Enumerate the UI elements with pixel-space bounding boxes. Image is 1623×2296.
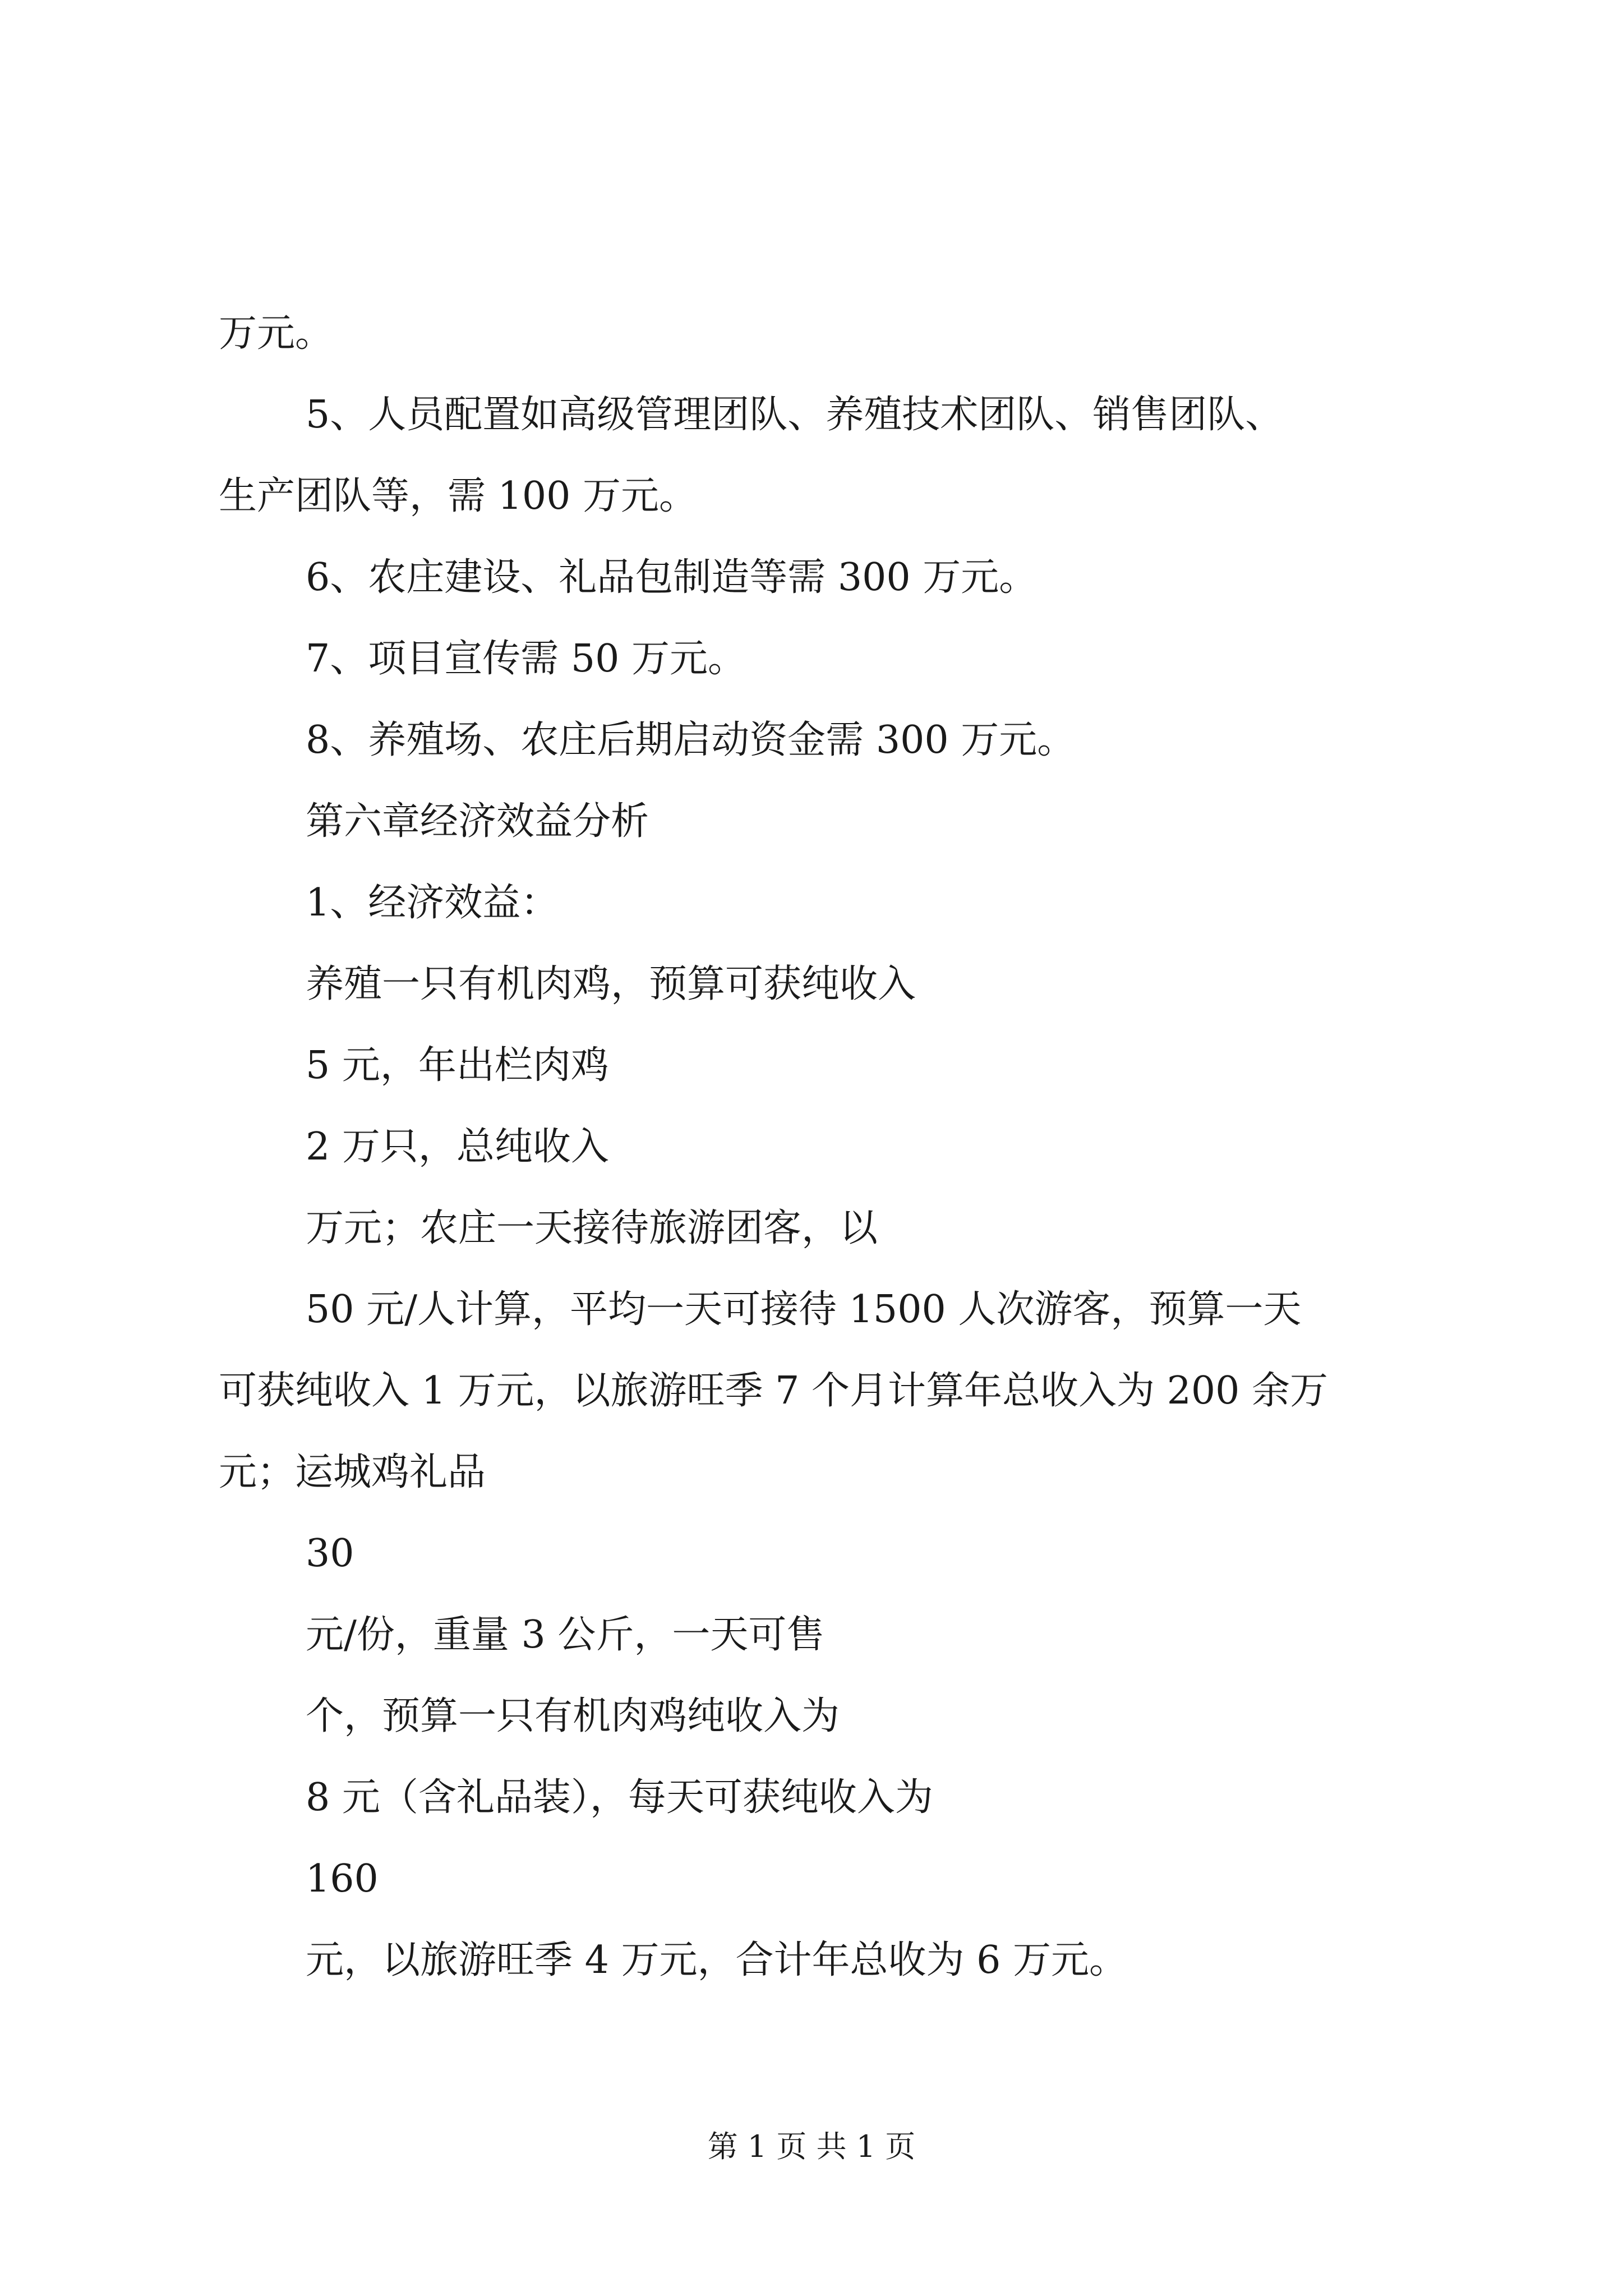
section-heading: 第六章经济效益分析 <box>306 799 649 844</box>
text-line: 元；运城鸡礼品 <box>219 1450 486 1494</box>
text-line: 万元。 <box>219 311 334 356</box>
text-line: 50 元/人计算，平均一天可接待 1500 人次游客，预算一天 <box>306 1287 1302 1332</box>
text-line: 5、人员配置如高级管理团队、养殖技术团队、销售团队、 <box>306 393 1284 437</box>
text-line: 30 <box>306 1531 354 1576</box>
text-line: 8 元（含礼品装），每天可获纯收入为 <box>306 1775 933 1820</box>
text-line: 养殖一只有机肉鸡，预算可获纯收入 <box>306 962 916 1006</box>
text-line: 元，以旅游旺季 4 万元，合计年总收为 6 万元。 <box>306 1938 1127 1982</box>
page-footer: 第 1 页 共 1 页 <box>707 2129 916 2164</box>
text-line: 6、农庄建设、礼品包制造等需 300 万元。 <box>306 555 1038 600</box>
text-line: 生产团队等，需 100 万元。 <box>219 474 698 518</box>
text-line: 5 元，年出栏肉鸡 <box>306 1043 609 1088</box>
text-line: 1、经济效益： <box>306 881 559 925</box>
text-line: 7、项目宣传需 50 万元。 <box>306 637 746 681</box>
text-line: 个，预算一只有机肉鸡纯收入为 <box>306 1694 840 1738</box>
text-line: 8、养殖场、农庄后期启动资金需 300 万元。 <box>306 718 1076 762</box>
text-line: 可获纯收入 1 万元，以旅游旺季 7 个月计算年总收入为 200 余万 <box>219 1369 1329 1413</box>
text-line: 2 万只，总纯收入 <box>306 1125 609 1169</box>
text-line: 160 <box>306 1857 379 1901</box>
text-line: 万元；农庄一天接待旅游团客，以 <box>306 1206 878 1250</box>
text-line: 元/份，重量 3 公斤，一天可售 <box>306 1613 825 1657</box>
